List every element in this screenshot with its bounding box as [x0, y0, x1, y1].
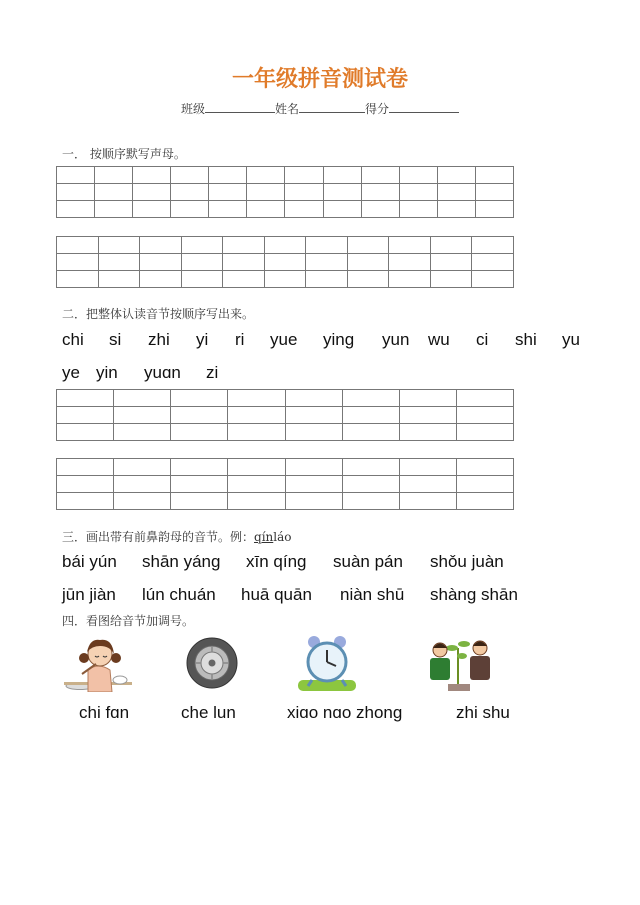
grid-cell[interactable] [399, 424, 456, 441]
grid-cell[interactable] [57, 476, 114, 493]
grid-cell[interactable] [228, 493, 285, 510]
grid-cell[interactable] [399, 167, 437, 184]
grid-cell[interactable] [361, 201, 399, 218]
syllables-row-2 [0, 363, 640, 387]
grid-cell[interactable] [475, 167, 513, 184]
alarm-clock-icon [296, 634, 358, 692]
grid-cell[interactable] [475, 184, 513, 201]
grid-cell[interactable] [57, 407, 114, 424]
grid-cell[interactable] [389, 271, 431, 288]
grid-cell[interactable] [285, 459, 342, 476]
grid-cell[interactable] [228, 407, 285, 424]
grid-cell[interactable] [285, 424, 342, 441]
grid-cell[interactable] [285, 476, 342, 493]
grid-cell[interactable] [140, 254, 182, 271]
section4-heading: 四．看图给音节加调号。 [62, 614, 195, 628]
syllable: yun [382, 330, 410, 349]
picture-labels-row [0, 703, 640, 727]
writing-grid-1a[interactable] [56, 166, 514, 218]
grid-cell[interactable] [114, 424, 171, 441]
grid-cell[interactable] [264, 237, 306, 254]
syllable: zi [206, 363, 219, 382]
grid-cell[interactable] [306, 254, 348, 271]
grid-cell[interactable] [171, 424, 228, 441]
grid-cell[interactable] [437, 167, 475, 184]
grid-cell[interactable] [285, 167, 323, 184]
section3-heading [62, 528, 291, 545]
grid-cell[interactable] [264, 254, 306, 271]
grid-cell[interactable] [57, 459, 114, 476]
syllable: ci [476, 330, 489, 349]
grid-cell[interactable] [342, 459, 399, 476]
grid-cell[interactable] [133, 167, 171, 184]
grid-cell[interactable] [171, 407, 228, 424]
grid-cell[interactable] [430, 237, 472, 254]
grid-cell[interactable] [114, 476, 171, 493]
page-title: 一年级拼音测试卷 [231, 67, 408, 92]
syllable: yu [562, 330, 580, 349]
writing-grid-1b[interactable] [56, 236, 514, 288]
grid-cell[interactable] [389, 254, 431, 271]
syllable: chi [62, 330, 84, 349]
section3-heading-text: 三．画出带有前鼻韵母的音节。例： [62, 530, 255, 544]
grid-cell[interactable] [472, 271, 514, 288]
name-label: 姓名 [274, 102, 299, 116]
grid-cell[interactable] [285, 184, 323, 201]
word[interactable]: huā quān [241, 585, 312, 604]
syllable: yi [196, 330, 209, 349]
grid-cell[interactable] [342, 476, 399, 493]
grid-cell[interactable] [209, 184, 247, 201]
grid-cell[interactable] [171, 476, 228, 493]
grid-cell[interactable] [171, 459, 228, 476]
grid-cell[interactable] [57, 184, 95, 201]
picture-label: xiɑo nɑo zhong [287, 703, 403, 722]
syllable: si [109, 330, 122, 349]
grid-cell[interactable] [98, 271, 140, 288]
grid-cell[interactable] [361, 167, 399, 184]
student-info-line [0, 100, 640, 117]
grid-cell[interactable] [264, 271, 306, 288]
grid-cell[interactable] [247, 201, 285, 218]
grid-cell[interactable] [223, 271, 265, 288]
grid-cell[interactable] [456, 407, 513, 424]
word[interactable]: jūn jiàn [62, 585, 116, 604]
grid-cell[interactable] [399, 407, 456, 424]
grid-cell[interactable] [456, 493, 513, 510]
grid-cell[interactable] [347, 254, 389, 271]
grid-cell[interactable] [181, 271, 223, 288]
syllable: yue [270, 330, 298, 349]
grid-cell[interactable] [181, 254, 223, 271]
grid-cell[interactable] [57, 237, 99, 254]
word[interactable]: niàn shū [340, 585, 405, 604]
grid-cell[interactable] [323, 167, 361, 184]
grid-cell[interactable] [171, 184, 209, 201]
word[interactable]: shǒu juàn [430, 552, 504, 571]
grid-cell[interactable] [57, 424, 114, 441]
grid-cell[interactable] [171, 167, 209, 184]
picture-label: che lun [181, 703, 236, 722]
grid-cell[interactable] [306, 237, 348, 254]
children-planting-tree-icon [424, 634, 494, 692]
section1-heading: 一． 按顺序默写声母。 [62, 147, 186, 161]
grid-cell[interactable] [342, 424, 399, 441]
example-syllable-underlined: qín [254, 530, 274, 544]
grid-cell[interactable] [98, 237, 140, 254]
syllable: ye [62, 363, 80, 382]
syllable: ri [235, 330, 245, 349]
words-row-2 [0, 585, 640, 609]
example-syllable: láo [273, 530, 292, 544]
writing-grid-2b[interactable] [56, 458, 514, 510]
grid-cell[interactable] [347, 271, 389, 288]
grid-cell[interactable] [98, 254, 140, 271]
grid-cell[interactable] [247, 167, 285, 184]
grid-cell[interactable] [285, 390, 342, 407]
syllable: yuɑn [144, 363, 181, 382]
grid-cell[interactable] [472, 254, 514, 271]
grid-cell[interactable] [228, 476, 285, 493]
syllable: yin [96, 363, 118, 382]
wheel-icon [185, 636, 239, 690]
grid-cell[interactable] [437, 201, 475, 218]
grid-cell[interactable] [57, 201, 95, 218]
grid-cell[interactable] [430, 254, 472, 271]
grid-cell[interactable] [171, 493, 228, 510]
grid-cell[interactable] [209, 201, 247, 218]
grid-cell[interactable] [285, 407, 342, 424]
words-row-1 [0, 552, 640, 576]
grid-cell[interactable] [456, 459, 513, 476]
grid-cell[interactable] [228, 424, 285, 441]
grid-cell[interactable] [342, 407, 399, 424]
grid-cell[interactable] [171, 201, 209, 218]
grid-cell[interactable] [342, 493, 399, 510]
grid-cell[interactable] [209, 167, 247, 184]
grid-cell[interactable] [114, 390, 171, 407]
grid-cell[interactable] [399, 201, 437, 218]
word[interactable]: lún chuán [142, 585, 216, 604]
grid-cell[interactable] [171, 390, 228, 407]
grid-cell[interactable] [456, 476, 513, 493]
class-blank[interactable] [205, 100, 275, 113]
grid-cell[interactable] [399, 476, 456, 493]
grid-cell[interactable] [114, 407, 171, 424]
score-label: 得分 [365, 102, 390, 116]
grid-cell[interactable] [323, 201, 361, 218]
grid-cell[interactable] [133, 184, 171, 201]
word[interactable]: bái yún [62, 552, 117, 571]
grid-cell[interactable] [437, 184, 475, 201]
grid-cell[interactable] [399, 459, 456, 476]
word[interactable]: shàng shān [430, 585, 518, 604]
grid-cell[interactable] [223, 237, 265, 254]
writing-grid-2a[interactable] [56, 389, 514, 441]
word[interactable]: shān yáng [142, 552, 221, 571]
grid-cell[interactable] [181, 237, 223, 254]
word[interactable]: suàn pán [333, 552, 403, 571]
syllable: zhi [148, 330, 170, 349]
grid-cell[interactable] [430, 271, 472, 288]
grid-cell[interactable] [57, 167, 95, 184]
grid-cell[interactable] [342, 390, 399, 407]
grid-cell[interactable] [472, 237, 514, 254]
girl-eating-icon [60, 634, 138, 692]
grid-cell[interactable] [57, 390, 114, 407]
grid-cell[interactable] [228, 459, 285, 476]
name-blank[interactable] [299, 100, 365, 113]
syllable: wu [428, 330, 450, 349]
grid-cell[interactable] [140, 271, 182, 288]
grid-cell[interactable] [114, 493, 171, 510]
picture-label: chi fɑn [79, 703, 130, 722]
grid-cell[interactable] [95, 167, 133, 184]
grid-cell[interactable] [57, 254, 99, 271]
grid-cell[interactable] [57, 271, 99, 288]
grid-cell[interactable] [306, 271, 348, 288]
syllable: shi [515, 330, 537, 349]
grid-cell[interactable] [347, 237, 389, 254]
syllable: ying [323, 330, 355, 349]
grid-cell[interactable] [140, 237, 182, 254]
grid-cell[interactable] [285, 493, 342, 510]
grid-cell[interactable] [456, 390, 513, 407]
grid-cell[interactable] [133, 201, 171, 218]
grid-cell[interactable] [399, 493, 456, 510]
grid-cell[interactable] [247, 184, 285, 201]
grid-cell[interactable] [223, 254, 265, 271]
section2-heading: 二．把整体认读音节按顺序写出来。 [62, 307, 255, 321]
grid-cell[interactable] [389, 237, 431, 254]
grid-cell[interactable] [399, 184, 437, 201]
word[interactable]: xīn qíng [246, 552, 307, 571]
grid-cell[interactable] [228, 390, 285, 407]
grid-cell[interactable] [57, 493, 114, 510]
class-label: 班级 [180, 102, 205, 116]
score-blank[interactable] [389, 100, 459, 113]
picture-label: zhi shu [456, 703, 510, 722]
grid-cell[interactable] [323, 184, 361, 201]
grid-cell[interactable] [285, 201, 323, 218]
syllables-row-1 [0, 330, 640, 354]
grid-cell[interactable] [475, 201, 513, 218]
grid-cell[interactable] [399, 390, 456, 407]
grid-cell[interactable] [361, 184, 399, 201]
grid-cell[interactable] [456, 424, 513, 441]
grid-cell[interactable] [114, 459, 171, 476]
grid-cell[interactable] [95, 184, 133, 201]
grid-cell[interactable] [95, 201, 133, 218]
